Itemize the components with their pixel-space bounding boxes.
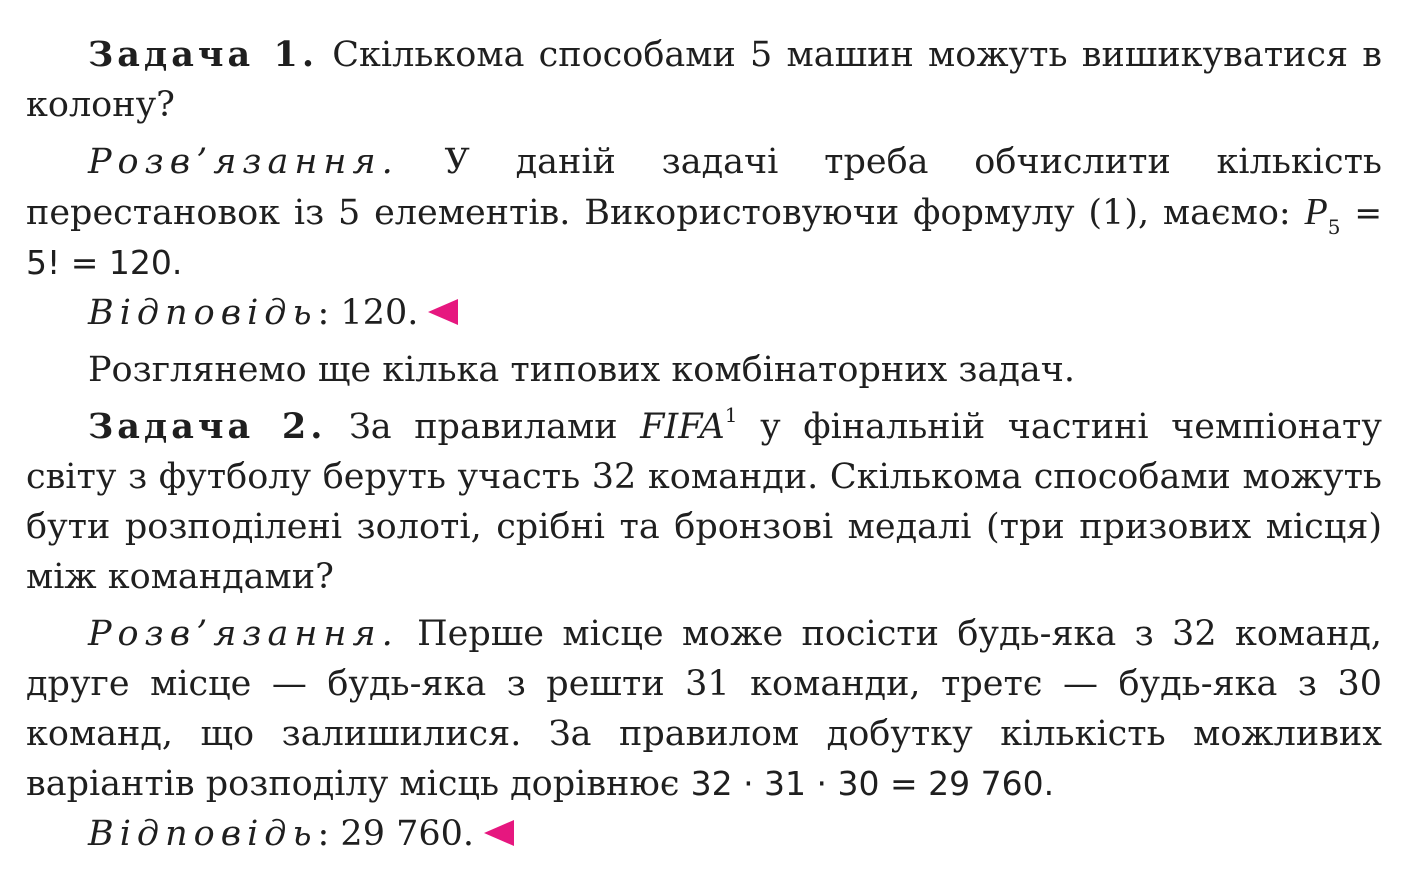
- answer-label: Відповідь: [88, 814, 318, 854]
- answer-value: : 29 760.: [317, 814, 475, 854]
- end-of-solution-icon: [428, 299, 458, 325]
- problem-2-answer: [26, 809, 1382, 859]
- problem-2-text-after: у фінальній частині чемпіонату світу з футболу беруть участь 32 команди. Скількома способами можуть бути розподілені золоті, срібні та бронзові медалі (три призових місця) між командами?: [26, 407, 1382, 597]
- intro-paragraph: Розглянемо ще кілька типових комбінаторних задач.: [88, 350, 1076, 390]
- formula-subscript: 5: [1327, 215, 1341, 239]
- solution-formula: 32 · 31 · 30 = 29 760.: [690, 764, 1055, 803]
- formula-variable: P: [1304, 191, 1328, 233]
- problem-1-text: Скількома способами 5 машин можуть вишикуватися в колону?: [26, 35, 1382, 125]
- problem-1-solution: [26, 137, 1382, 288]
- problem-2-text-before: За правилами: [348, 407, 618, 447]
- solution-text: Перше місце може посісти будь-яка з 32 команд, друге місце — будь-яка з решти 31 команди, третє — будь-яка з 30 команд, що залишилися. За правилом добутку кількість можливих варіантів розподілу місць дорівнює: [26, 614, 1382, 804]
- solution-text: У даній задачі треба обчислити кількість перестановок із 5 елементів. Використовуючи формулу (1), маємо:: [26, 142, 1382, 233]
- problem-1-answer: [26, 288, 1382, 338]
- problem-1-label: Задача 1.: [88, 34, 319, 75]
- problem-2-solution: [26, 609, 1382, 809]
- formula-result: = 5! = 120.: [26, 193, 1382, 282]
- answer-label: Відповідь: [88, 293, 318, 333]
- problem-2-label: Задача 2.: [88, 406, 327, 447]
- problem-2: [26, 402, 1382, 602]
- solution-label: Розв’язання.: [88, 142, 399, 182]
- textbook-page: [26, 30, 1382, 859]
- fifa-term: FIFA: [640, 407, 725, 447]
- answer-value: : 120.: [317, 293, 419, 333]
- problem-1: [26, 30, 1382, 130]
- end-of-solution-icon: [484, 820, 514, 846]
- solution-label: Розв’язання.: [88, 614, 399, 654]
- footnote-mark: 1: [724, 403, 738, 427]
